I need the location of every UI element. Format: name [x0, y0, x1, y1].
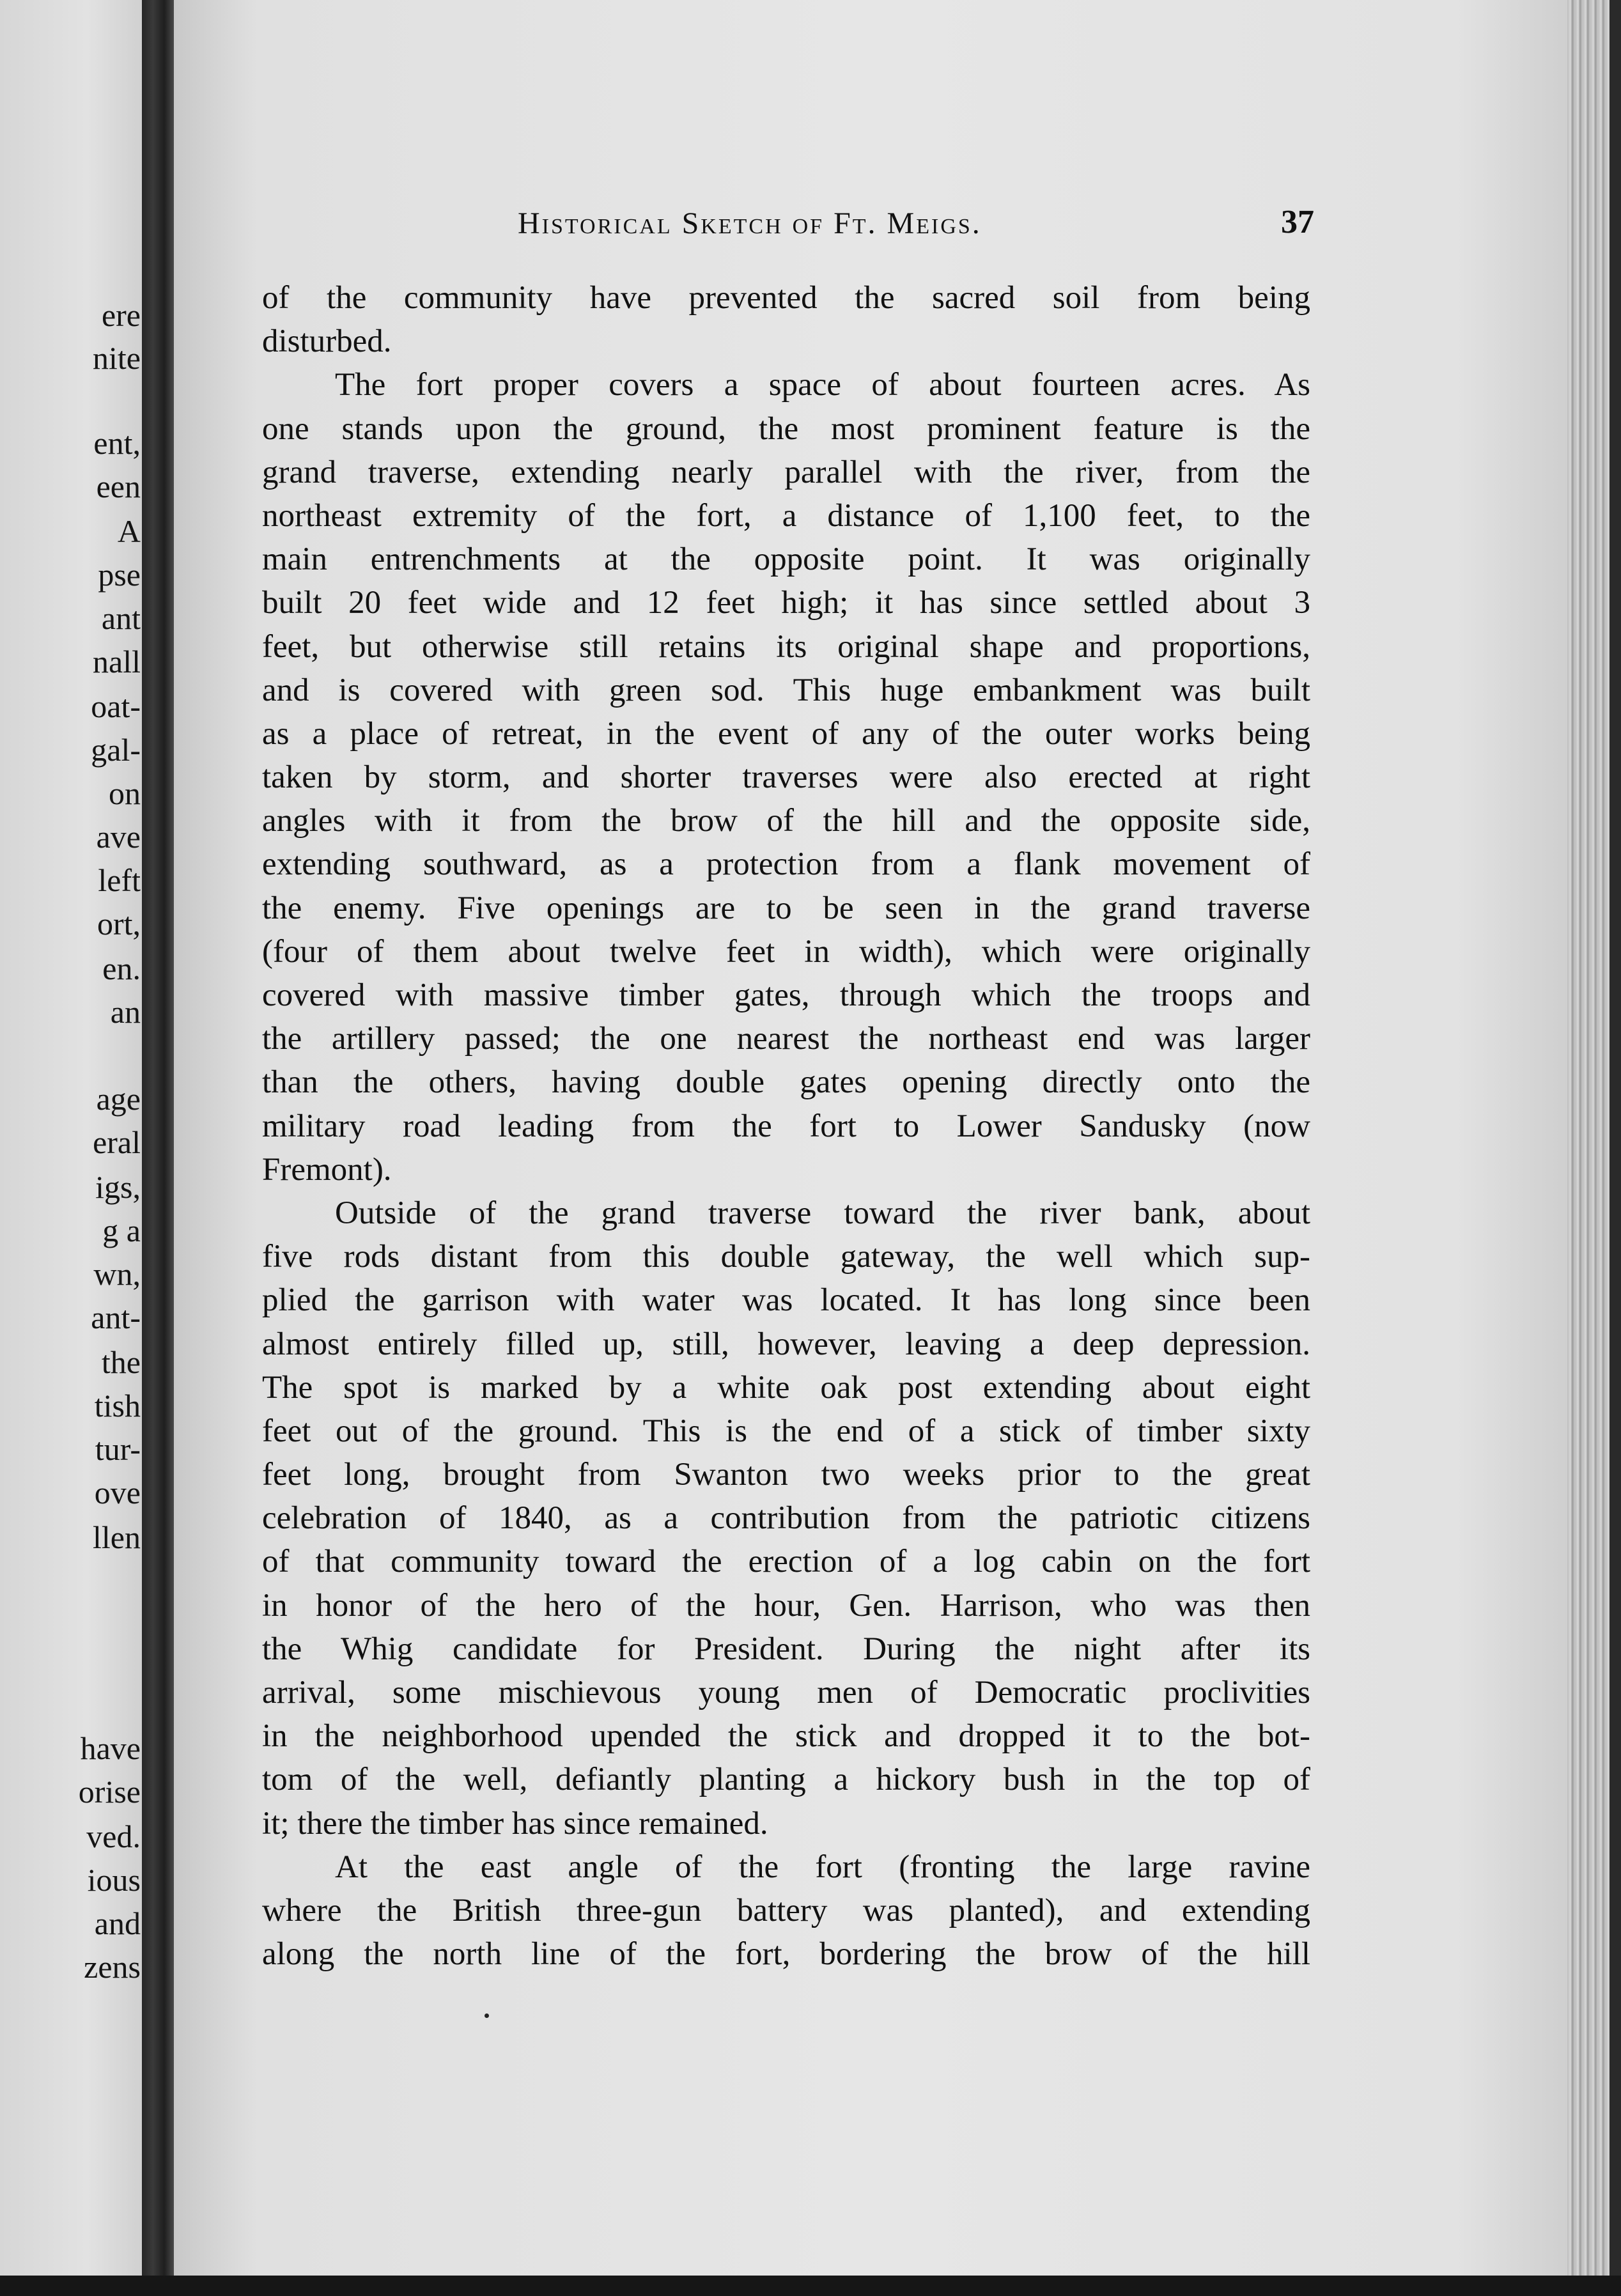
text-line: of that community toward the erection of a log cabin on the fort — [262, 1544, 1310, 1580]
left-page-fragment: ave — [96, 819, 141, 855]
left-page-fragment: nite — [93, 340, 141, 376]
left-page-fragment: igs, — [95, 1169, 141, 1205]
text-line: in honor of the hero of the hour, Gen. Harrison, who was then — [262, 1587, 1310, 1624]
text-line: angles with it from the brow of the hill and the opposite side, — [262, 803, 1310, 839]
text-line: than the others, having double gates opening directly onto the — [262, 1064, 1310, 1101]
text-line: feet out of the ground. This is the end of a stick of timber sixty — [262, 1413, 1310, 1449]
text-line: arrival, some mischievous young men of Democratic proclivities — [262, 1675, 1310, 1710]
text-line: almost entirely filled up, still, however, leaving a deep depression. — [262, 1326, 1310, 1362]
page-number: 37 — [1281, 204, 1314, 240]
text-line: Fremont). — [262, 1151, 392, 1188]
scan-bottom-border — [0, 2276, 1621, 2296]
left-page-fragment: tur- — [95, 1431, 141, 1467]
text-line: plied the garrison with water was located. It has long since been — [262, 1282, 1310, 1319]
left-page-fragment: on — [109, 775, 141, 811]
text-line: in the neighborhood upended the stick and dropped it to the bot- — [262, 1718, 1310, 1755]
text-line: the artillery passed; the one nearest the northeast end was larger — [262, 1021, 1310, 1057]
text-line: The fort proper covers a space of about fourteen acres. As — [335, 367, 1310, 403]
left-page-fragment: ent, — [93, 425, 141, 461]
page-edges — [1567, 0, 1621, 2296]
text-line: grand traverse, extending nearly parallel with the river, from the — [262, 454, 1310, 490]
text-line: northeast extremity of the fort, a distance of 1,100 feet, to the — [262, 497, 1310, 534]
left-page-fragment: ere — [101, 297, 141, 333]
left-page-fragment: ort, — [97, 906, 141, 942]
left-page-fragment: nall — [93, 644, 141, 679]
left-page-fragment: ove — [94, 1475, 141, 1510]
text-line: At the east angle of the fort (fronting the large ravine — [335, 1849, 1310, 1885]
left-page-fragment: oat- — [91, 688, 141, 724]
book-gutter — [142, 0, 174, 2296]
text-line: one stands upon the ground, the most prominent feature is the — [262, 410, 1310, 447]
left-page-fragment: an — [110, 994, 141, 1030]
left-page-fragment: een — [96, 469, 141, 504]
running-head: Historical Sketch of Ft. Meigs. — [518, 206, 982, 240]
left-page-fragment: have — [80, 1730, 141, 1766]
text-line: The spot is marked by a white oak post extending about eight — [262, 1369, 1310, 1406]
facing-page-left-edge — [0, 0, 146, 2296]
text-line: feet long, brought from Swanton two weeks prior to the great — [262, 1457, 1310, 1493]
text-line: taken by storm, and shorter traverses were also erected at right — [262, 759, 1310, 796]
text-line: where the British three-gun battery was planted), and extending — [262, 1892, 1310, 1928]
text-line: along the north line of the fort, bordering the brow of the hill — [262, 1936, 1310, 1973]
left-page-fragment: A — [117, 513, 141, 549]
text-line: Outside of the grand traverse toward the river bank, about — [335, 1195, 1310, 1231]
text-line: built 20 feet wide and 12 feet high; it has since settled about 3 — [262, 585, 1310, 621]
text-line: the Whig candidate for President. During the night after its — [262, 1631, 1310, 1667]
left-page-fragment: pse — [98, 557, 141, 593]
text-line: as a place of retreat, in the event of any of the outer works being — [262, 715, 1310, 752]
text-line: the enemy. Five openings are to be seen in the grand traverse — [262, 890, 1310, 926]
body-text — [262, 276, 1310, 1976]
text-line: feet, but otherwise still retains its original shape and proportions, — [262, 628, 1310, 665]
left-page-fragment: ant- — [91, 1299, 141, 1335]
text-line: of the community have prevented the sacred soil from being — [262, 280, 1310, 316]
text-line: and is covered with green sod. This huge embankment was built — [262, 672, 1310, 708]
left-page-fragment: age — [96, 1081, 141, 1117]
scan-speck — [485, 2013, 489, 2018]
left-page-fragment: tish — [94, 1388, 141, 1423]
left-page-fragment: eral — [93, 1124, 141, 1160]
left-page-fragment: ant — [101, 600, 141, 636]
left-page-fragment: g a — [102, 1213, 141, 1248]
left-page-fragment: orise — [78, 1774, 141, 1810]
left-page-fragment: llen — [93, 1519, 141, 1555]
left-page-fragment: zens — [84, 1949, 141, 1985]
text-line: disturbed. — [262, 323, 392, 360]
text-line: covered with massive timber gates, through which the troops and — [262, 977, 1310, 1013]
left-page-fragment: wn, — [93, 1256, 141, 1292]
text-line: it; there the timber has since remained. — [262, 1805, 768, 1842]
text-line: tom of the well, defiantly planting a hickory bush in the top of — [262, 1762, 1310, 1798]
text-line: main entrenchments at the opposite point. It was originally — [262, 541, 1310, 578]
left-page-fragment: and — [94, 1905, 141, 1941]
text-line: (four of them about twelve feet in width), which were originally — [262, 933, 1310, 970]
left-page-fragment: ved. — [86, 1819, 141, 1854]
left-page-fragment: ious — [87, 1862, 141, 1898]
left-page-fragment: gal- — [91, 732, 141, 768]
text-line: military road leading from the fort to Lower Sandusky (now — [262, 1108, 1310, 1144]
page-edge-shadow — [1609, 0, 1621, 2296]
text-line: five rods distant from this double gateway, the well which sup- — [262, 1239, 1310, 1275]
left-page-fragment: the — [101, 1344, 141, 1380]
text-line: celebration of 1840, as a contribution from the patriotic citizens — [262, 1500, 1310, 1537]
text-line: extending southward, as a protection from a flank movement of — [262, 846, 1310, 883]
left-page-fragment: left — [98, 862, 141, 898]
left-page-fragment: en. — [102, 950, 141, 986]
